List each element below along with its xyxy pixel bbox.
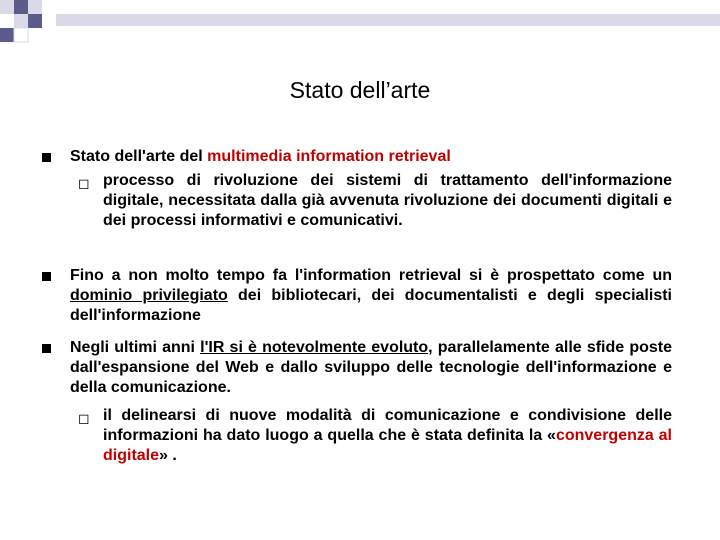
red-highlight: multimedia information retrieval (207, 148, 451, 165)
decorative-squares (0, 0, 720, 50)
square-bullet-icon (42, 153, 51, 162)
hollow-square-bullet-icon: ◻ (78, 410, 90, 426)
red-highlight: convergenza al digitale (103, 427, 672, 464)
square-bullet-icon (42, 344, 51, 353)
underlined-text: dominio privilegiato (70, 287, 228, 304)
bullet-3: Negli ultimi anni l'IR si è notevolmente evoluto, parallelamente alle sfide poste dall'espansione del Web e dallo sviluppo delle tecnologie dell'informazione e della comunicazione. (70, 339, 672, 396)
square-bullet-icon (42, 272, 51, 281)
bullet-2: Fino a non molto tempo fa l'information retrieval si è prospettato come un dominio privilegiato dei bibliotecari, dei documentalisti e degli specialisti dell'informazione (70, 267, 672, 324)
underlined-text: l'IR si è notevolmente evoluto (200, 339, 429, 356)
bullet-1: Stato dell'arte del multimedia information retrieval (70, 148, 451, 165)
bullet-3-sub: ◻ il delinearsi di nuove modalità di comunicazione e condivisione delle informazioni ha dato luogo a quella che è stata definita la «convergenza al digitale» . (78, 407, 672, 464)
hollow-square-bullet-icon: ◻ (78, 175, 90, 191)
slide-title: Stato dell’arte (289, 77, 431, 103)
bullet-1-sub: ◻ processo di rivoluzione dei sistemi di trattamento dell'informazione digitale, necessitata dalla già avvenuta rivoluzione dei documenti digitali e dei processi informativi e comunicativi. (78, 172, 672, 229)
